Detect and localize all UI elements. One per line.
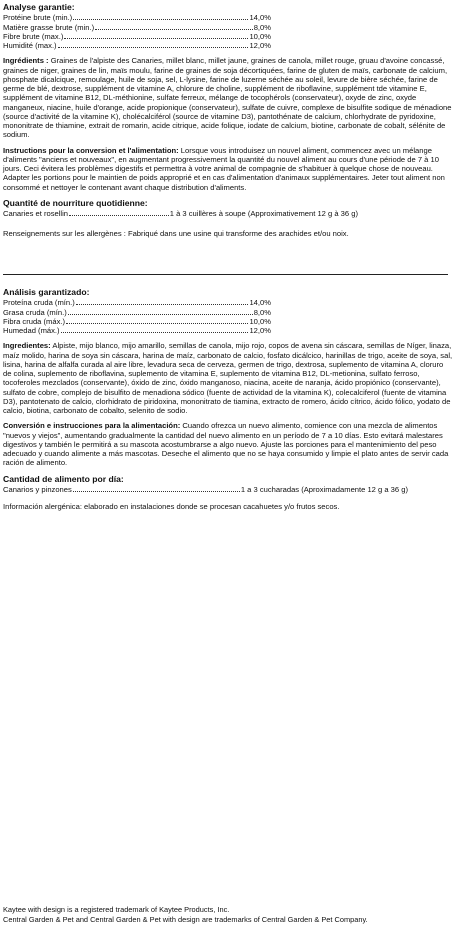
spanish-section [3,287,453,512]
ga-value: 8,0% [253,22,271,32]
ga-label: Matière grasse brute (min.) [3,22,95,32]
ga-value: 8,0% [253,307,271,317]
spanish-ingredients [3,341,453,415]
french-instructions-label: Instructions pour la conversion et l'alimentation: [3,145,179,155]
leader-dots [68,314,253,315]
ga-value: 14,0% [249,298,271,308]
ga-label: Fibra cruda (máx.) [3,316,66,326]
ga-label: Grasa cruda (mín.) [3,307,67,317]
label-page [3,2,453,512]
ga-value: 10,0% [249,31,271,41]
french-ga-row [3,41,271,50]
spanish-instructions-label: Conversión e instrucciones para la alimentación: [3,421,181,431]
quantity-value: 1 a 3 cucharadas (Aproximadamente 12 g a 36 g) [240,485,408,495]
spanish-ingredients-text: Alpiste, mijo blanco, mijo amarillo, semillas de canola, mijo rojo, copos de avena sin cáscara, semillas de Níger, linaza, maíz molido, harina de soya sin cáscara, harina de maíz, carbonato de calcio, fosfato dicálcico, harinillas de trigo, aceite de soya, sal, lisina, harina de alfalfa curada al aire libre, levadura seca de cerveza, germen de trigo, dextrosa, suplemento de vitamina A, cloruro de colina, suplemento de riboflavina, suplemento de vitamina E, suplemento de vitamina B12, DL-metionina, sulfato ferroso, tocoferoles mezclados (conservante), óxido de zinc, óxido manganoso, niacina, aceite de naranja, ácido propiónico (conservante), sulfato de cobre, complejo de bisulfito de menadiona sódico (fuente de actividad de la vitamina K), colecalciferol (fuente de vitamina D3), pantotenato de calcio, clorhidrato de piridoxina, mononitrato de tiamina, extracto de romero, ácido cítrico, ácido fólico, yodato de calcio, biotina, carbonato de cobalto, selenito de sodio. [3,341,453,416]
quantity-label: Canaries et rosellin [3,209,68,219]
spanish-ga-row [3,317,271,326]
french-ga-row [3,23,271,32]
ga-value: 12,0% [249,326,271,336]
spanish-ga-row [3,308,271,317]
french-quantity-title: Quantité de nourriture quotidienne: [3,197,148,208]
trademark-line: Kaytee with design is a registered trademark of Kaytee Products, Inc. [3,905,230,914]
spanish-instructions-text: Cuando ofrezca un nuevo alimento, comience con una mezcla de alimentos "nuevos y viejos", aumentando gradualmente la cantidad del nuevo alimento en un período de 7 a 10 días. Esto evitará malestares digestivos y también le permitirá a su mascota acostumbrarse a algo nuevo. Ajuste las porciones para el mantenimiento del peso adecuado y cuando alimente a más mascotas. Deseche el alimento que no se haya consumido y limpie el plato antes de servir cada ración de alimento. [3,421,449,468]
french-instructions-text: Lorsque vous introduisez un nouvel aliment, commencez avec un mélange d'aliments "anciens et nouveaux", en augmentant progressivement la quantité du nouvel aliment au cours d'une période de 7 à 10 jours. Ceci évitera les problèmes digestifs et permettra à votre animal de compagnie de s'habituer à quelque chose de nouveau. Adapter les portions pour le maintien de poids approprié et en cas d'alimentation d'animaux supplémentaires. Jeter tout aliment non consommé et nettoyer le contenant avant chaque distribution d'aliments. [3,145,445,192]
trademark-footer [3,905,453,924]
leader-dots [73,491,240,492]
ga-label: Proteína cruda (mín.) [3,298,75,308]
spanish-guaranteed-analysis-table [3,298,271,335]
spanish-quantity-title: Cantidad de alimento por día: [3,473,124,484]
ga-label: Fibre brute (max.) [3,31,64,41]
ga-label: Humedad (máx.) [3,326,60,336]
leader-dots [73,19,248,20]
leader-dots [76,304,249,305]
spanish-ga-row [3,298,271,307]
ga-label: Humidité (max.) [3,41,57,51]
french-ga-row [3,32,271,41]
french-guaranteed-analysis-table [3,13,271,50]
french-instructions [3,146,453,192]
quantity-value: 1 à 3 cuillères à soupe (Approximativement 12 g à 36 g) [169,209,358,219]
spanish-quantity-row [3,485,408,494]
french-section [3,2,453,238]
language-divider [3,274,448,275]
spanish-instructions [3,421,453,467]
french-ingredients-label: Ingrédients : [3,56,49,66]
spanish-guaranteed-analysis-title: Análisis garantizado: [3,286,90,297]
spanish-ga-row [3,326,271,335]
french-quantity-row [3,209,358,218]
french-ingredients-text: Graines de l'alpiste des Canaries, millet blanc, millet jaune, graines de canola, millet rouge, gruau d'avoine concassé, graines de niger, graines de lin, maïs moulu, farine de graines de soja décortiquées, farine de gluten de maïs, carbonate de calcium, phosphate dicalcique, remoulage, huile de soja, sel, L-lysine, farine de luzerne séchée au soleil, levure de bière séchée, farine de germe de blé, dextrose, supplément de vitamine A, chlorure de choline, supplément de riboflavine, supplément tde vitamine E, supplément de vitamine B12, DL-méthionine, sulfate ferreux, mélange de tocophérols (conservateur), oxyde de zinc, oxyde manganeux, niacine, huile d'orange, acide propionique (conservateur), sulfate de cuivre, complexe de bisulfite sodique de ménadione (source d'activité de la vitamine K), cholécalciférol (source de vitamine D3), pantothénate de calcium, chlorhydrate de pyridoxine, mononitrate de thiamine, extrait de romarin, acide citrique, acide folique, iodate de calcium, biotine, carbonate de cobalt, sélénite de sodium. [3,56,452,140]
trademark-line: Central Garden & Pet and Central Garden & Pet with design are trademarks of Central Garden & Pet Company. [3,914,368,924]
french-ingredients [3,56,453,139]
ga-label: Protéine brute (min.) [3,13,73,23]
spanish-allergen-info: Información alergénica: elaborado en instalaciones donde se procesan cacahuetes y/o frutos secos. [3,502,340,512]
leader-dots [58,47,249,48]
spanish-ingredients-label: Ingredientes: [3,341,51,351]
quantity-label: Canarios y pinzones [3,485,72,495]
ga-value: 14,0% [249,13,271,23]
leader-dots [66,323,248,324]
french-ga-row [3,13,271,22]
french-allergen-info: Renseignements sur les allergènes : Fabriqué dans une usine qui transforme des arachides et/ou noix. [3,228,349,238]
ga-value: 10,0% [249,316,271,326]
leader-dots [95,29,253,30]
french-guaranteed-analysis-title: Analyse garantie: [3,2,75,12]
ga-value: 12,0% [249,41,271,51]
leader-dots [61,332,249,333]
leader-dots [69,215,169,216]
leader-dots [64,38,248,39]
